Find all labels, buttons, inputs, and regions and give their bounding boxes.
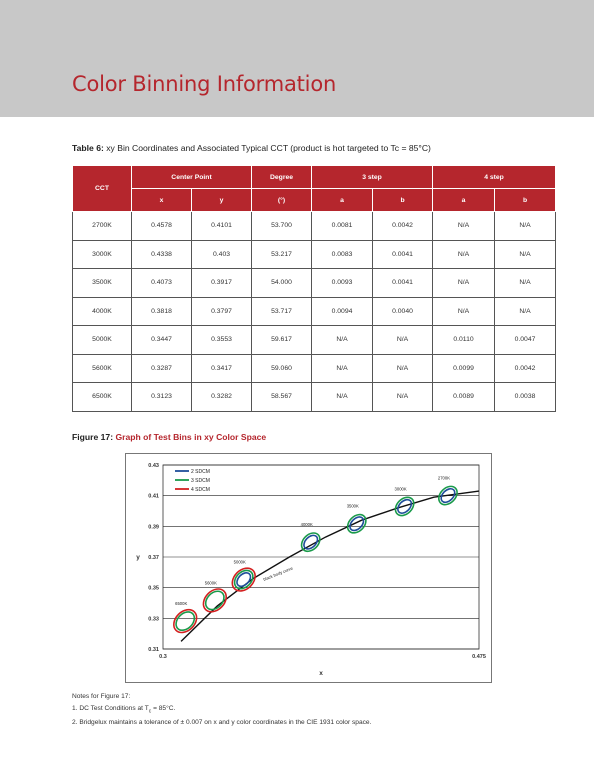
cell-3step-a: 0.0093: [312, 269, 373, 298]
header-4-step: 4 step: [433, 166, 556, 189]
x-tick-label: 0.475: [472, 654, 486, 660]
bin-ellipse: [199, 584, 231, 616]
legend-label: 2 SDCM: [191, 469, 210, 475]
cell-cct: 6500K: [73, 383, 132, 412]
table-row: [73, 269, 556, 298]
cell-3step-a: N/A: [312, 326, 373, 355]
cell-degree: 54.000: [252, 269, 312, 298]
cell-degree: 59.617: [252, 326, 312, 355]
black-body-curve: [181, 491, 479, 641]
legend-label: 4 SDCM: [191, 487, 210, 493]
cell-cct: 2700K: [73, 212, 132, 241]
figure-caption: [72, 432, 266, 442]
cell-x: 0.3818: [132, 297, 192, 326]
note-1-prefix: 1. DC Test Conditions at T: [72, 704, 149, 712]
bin-label: 3000K: [394, 486, 407, 492]
table-row: [73, 383, 556, 412]
header-3step-a: a: [312, 189, 373, 212]
notes-heading: Notes for Figure 17:: [72, 693, 131, 700]
bin-label: 5600K: [204, 580, 217, 586]
y-tick-label: 0.33: [148, 616, 159, 623]
figure-caption-label: Figure 17:: [72, 432, 116, 442]
cell-degree: 53.700: [252, 212, 312, 241]
cell-4step-b: N/A: [495, 269, 556, 298]
cell-y: 0.3917: [192, 269, 252, 298]
cell-4step-b: N/A: [495, 212, 556, 241]
cell-3step-a: 0.0081: [312, 212, 373, 241]
cell-x: 0.4338: [132, 240, 192, 269]
header-band: [0, 0, 594, 117]
cell-y: 0.403: [192, 240, 252, 269]
xy-color-space-chart: [125, 453, 492, 683]
cell-3step-b: 0.0040: [373, 297, 433, 326]
cell-4step-b: N/A: [495, 297, 556, 326]
table-row: [73, 297, 556, 326]
cell-y: 0.3282: [192, 383, 252, 412]
cell-cct: 4000K: [73, 297, 132, 326]
cell-4step-a: N/A: [433, 240, 495, 269]
x-tick-label: 0.3: [159, 654, 167, 660]
note-2: 2. Bridgelux maintains a tolerance of ± 0.007 on x and y color coordinates in the CIE 1931 color space.: [72, 719, 372, 727]
note-1-subscript: c: [148, 707, 152, 714]
header-degree: Degree: [252, 166, 312, 189]
cell-cct: 3500K: [73, 269, 132, 298]
cell-4step-a: N/A: [433, 269, 495, 298]
cell-3step-b: 0.0042: [373, 212, 433, 241]
table-row: [73, 240, 556, 269]
legend-label: 3 SDCM: [191, 478, 210, 484]
cell-4step-a: N/A: [433, 297, 495, 326]
cell-x: 0.4073: [132, 269, 192, 298]
cell-3step-a: 0.0083: [312, 240, 373, 269]
note-1: [72, 703, 371, 718]
bin-ellipse: [347, 514, 366, 533]
y-tick-label: 0.31: [148, 647, 159, 653]
bin-coordinates-table: [72, 165, 556, 412]
cell-3step-b: 0.0041: [373, 240, 433, 269]
bin-label: 3500K: [346, 503, 359, 509]
table-row: [73, 354, 556, 383]
cell-degree: 53.717: [252, 297, 312, 326]
header-x: x: [132, 189, 192, 212]
cell-x: 0.4578: [132, 212, 192, 241]
bin-ellipse: [344, 511, 369, 536]
cell-degree: 53.217: [252, 240, 312, 269]
cell-3step-a: 0.0094: [312, 297, 373, 326]
cell-4step-a: N/A: [433, 212, 495, 241]
cell-4step-b: 0.0042: [495, 354, 556, 383]
note-1-suffix: = 85°C.: [151, 704, 176, 712]
cell-4step-b: 0.0047: [495, 326, 556, 355]
header-center-point: Center Point: [132, 166, 252, 189]
table-caption-text: xy Bin Coordinates and Associated Typical CCT (product is hot targeted to Tc = 85°C): [103, 143, 431, 153]
cell-3step-b: N/A: [373, 326, 433, 355]
cell-4step-a: 0.0089: [433, 383, 495, 412]
bin-label: 2700K: [437, 475, 450, 481]
header-3-step: 3 step: [312, 166, 433, 189]
figure-notes: [72, 691, 371, 729]
cell-3step-b: 0.0041: [373, 269, 433, 298]
cell-4step-b: 0.0038: [495, 383, 556, 412]
cell-cct: 5600K: [73, 354, 132, 383]
chart-svg: [126, 454, 491, 682]
bin-ellipse: [169, 605, 201, 637]
bin-label: 6500K: [175, 601, 188, 607]
table-row: [73, 326, 556, 355]
header-degree-unit: (°): [252, 189, 312, 212]
y-axis-label: y: [136, 554, 140, 561]
cell-cct: 5000K: [73, 326, 132, 355]
y-tick-label: 0.41: [148, 493, 159, 500]
black-body-curve-label: black body curve: [262, 565, 294, 582]
header-y: y: [192, 189, 252, 212]
bin-ellipse: [298, 529, 323, 554]
cell-3step-a: N/A: [312, 354, 373, 383]
cell-y: 0.3553: [192, 326, 252, 355]
cell-x: 0.3447: [132, 326, 192, 355]
bin-ellipse: [228, 564, 260, 596]
bin-label: 4000K: [300, 522, 313, 528]
x-axis-label: x: [319, 670, 323, 677]
y-tick-label: 0.39: [148, 524, 159, 531]
cell-x: 0.3123: [132, 383, 192, 412]
table-caption: [72, 143, 431, 153]
cell-y: 0.4101: [192, 212, 252, 241]
cell-y: 0.3797: [192, 297, 252, 326]
cell-3step-b: N/A: [373, 354, 433, 383]
header-3step-b: b: [373, 189, 433, 212]
cell-3step-b: N/A: [373, 383, 433, 412]
header-4step-b: b: [495, 189, 556, 212]
bin-label: 5000K: [233, 559, 246, 565]
cell-degree: 59.060: [252, 354, 312, 383]
cell-4step-a: 0.0110: [433, 326, 495, 355]
header-4step-a: a: [433, 189, 495, 212]
y-tick-label: 0.37: [148, 555, 159, 561]
table-caption-label: Table 6:: [72, 143, 104, 153]
y-tick-label: 0.35: [148, 585, 159, 592]
cell-cct: 3000K: [73, 240, 132, 269]
figure-caption-text: Graph of Test Bins in xy Color Space: [115, 432, 267, 442]
cell-x: 0.3287: [132, 354, 192, 383]
page-title: Color Binning Information: [72, 72, 337, 96]
table-row: [73, 212, 556, 241]
cell-4step-a: 0.0099: [433, 354, 495, 383]
cell-4step-b: N/A: [495, 240, 556, 269]
header-cct: CCT: [73, 166, 132, 212]
cell-y: 0.3417: [192, 354, 252, 383]
cell-degree: 58.567: [252, 383, 312, 412]
y-tick-label: 0.43: [148, 463, 159, 469]
cell-3step-a: N/A: [312, 383, 373, 412]
